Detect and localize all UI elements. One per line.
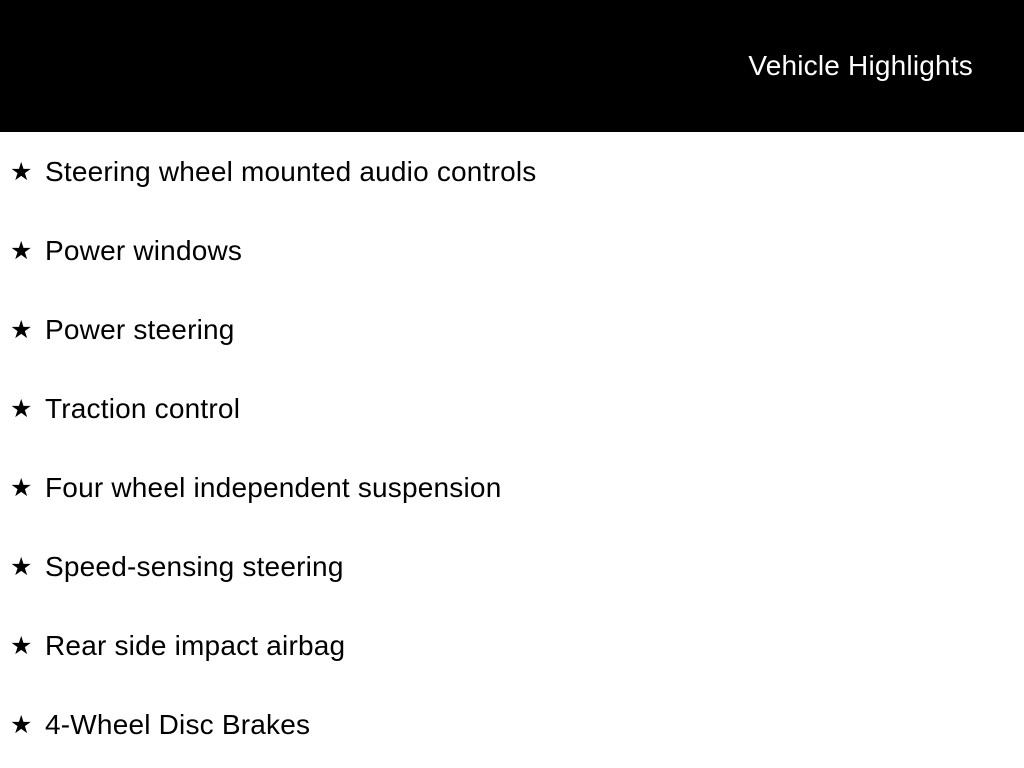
star-bullet-icon: ★: [10, 632, 33, 660]
star-bullet-icon: ★: [10, 553, 33, 581]
list-item: [0, 370, 1024, 449]
star-bullet-icon: ★: [10, 474, 33, 502]
star-bullet-icon: ★: [10, 237, 33, 265]
list-item-label: Power windows: [45, 235, 243, 267]
list-item: [0, 686, 1024, 765]
star-bullet-icon: ★: [10, 711, 33, 739]
list-item-label: 4-Wheel Disc Brakes: [45, 709, 311, 741]
list-item-label: Power steering: [45, 314, 235, 346]
list-item: [0, 528, 1024, 607]
star-bullet-icon: ★: [10, 395, 33, 423]
list-item: [0, 212, 1024, 291]
list-item-label: Four wheel independent suspension: [45, 472, 502, 504]
star-bullet-icon: ★: [10, 158, 33, 186]
list-item: [0, 607, 1024, 686]
page-title: Vehicle Highlights: [748, 50, 973, 81]
list-item: [0, 133, 1024, 212]
header-bar: [0, 0, 1024, 132]
list-item: [0, 291, 1024, 370]
vehicle-highlights-list: [0, 132, 1024, 765]
star-bullet-icon: ★: [10, 316, 33, 344]
list-item-label: Speed-sensing steering: [45, 551, 344, 583]
list-item-label: Rear side impact airbag: [45, 630, 346, 662]
list-item-label: Steering wheel mounted audio controls: [45, 156, 537, 188]
list-item: [0, 449, 1024, 528]
list-item-label: Traction control: [45, 393, 241, 425]
